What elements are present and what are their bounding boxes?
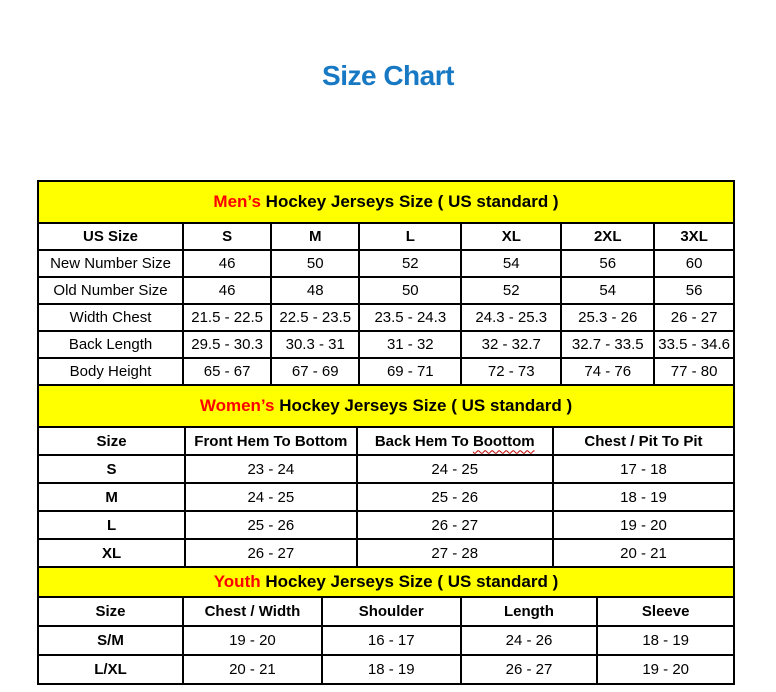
- column-header: 3XL: [655, 224, 733, 251]
- size-value-cell: 52: [360, 251, 462, 278]
- size-value-cell: 19 - 20: [184, 627, 323, 656]
- womens-heading-text: Hockey Jerseys Size ( US standard ): [274, 396, 573, 415]
- size-value-cell: 18 - 19: [323, 656, 462, 683]
- size-value-cell: 77 - 80: [655, 359, 733, 386]
- size-value-cell: 18 - 19: [554, 484, 733, 512]
- size-value-cell: 25 - 26: [186, 512, 357, 540]
- size-value-cell: 29.5 - 30.3: [184, 332, 272, 359]
- size-value-cell: 72 - 73: [462, 359, 562, 386]
- size-value-cell: 65 - 67: [184, 359, 272, 386]
- size-value-cell: 17 - 18: [554, 456, 733, 484]
- misspelled-word: Boottom: [472, 432, 535, 450]
- column-header: Chest / Width: [184, 598, 323, 627]
- column-header: S: [184, 224, 272, 251]
- size-value-cell: 25 - 26: [358, 484, 554, 512]
- womens-table-header: [39, 428, 733, 456]
- size-value-cell: 23 - 24: [186, 456, 357, 484]
- size-value-cell: 20 - 21: [554, 540, 733, 568]
- column-header: Size: [39, 428, 186, 456]
- mens-section-heading: [39, 182, 733, 224]
- size-value-cell: 69 - 71: [360, 359, 462, 386]
- size-value-cell: 33.5 - 34.6: [655, 332, 733, 359]
- size-value-cell: 54: [562, 278, 655, 305]
- size-chart-page: [0, 60, 776, 678]
- size-value-cell: 24 - 26: [462, 627, 599, 656]
- table-row: [39, 278, 733, 305]
- column-header: Length: [462, 598, 599, 627]
- table-row: [39, 251, 733, 278]
- size-value-cell: 24.3 - 25.3: [462, 305, 562, 332]
- mens-heading-text: Hockey Jerseys Size ( US standard ): [260, 192, 559, 211]
- size-value-cell: 50: [272, 251, 360, 278]
- row-label: Old Number Size: [39, 278, 184, 305]
- size-value-cell: 26 - 27: [462, 656, 599, 683]
- mens-size-table: [39, 224, 733, 386]
- size-value-cell: 50: [360, 278, 462, 305]
- size-value-cell: 18 - 19: [598, 627, 733, 656]
- row-label: M: [39, 484, 186, 512]
- size-value-cell: 19 - 20: [554, 512, 733, 540]
- row-label: S/M: [39, 627, 184, 656]
- table-row: [39, 484, 733, 512]
- column-header: Size: [39, 598, 184, 627]
- header-row: [39, 224, 733, 251]
- column-header: L: [360, 224, 462, 251]
- column-header: US Size: [39, 224, 184, 251]
- table-row: [39, 627, 733, 656]
- womens-heading-accent: Women’s: [199, 396, 275, 415]
- size-value-cell: 30.3 - 31: [272, 332, 360, 359]
- table-row: [39, 305, 733, 332]
- size-value-cell: 26 - 27: [186, 540, 357, 568]
- row-label: Width Chest: [39, 305, 184, 332]
- size-value-cell: 21.5 - 22.5: [184, 305, 272, 332]
- size-value-cell: 20 - 21: [184, 656, 323, 683]
- womens-section-heading: [39, 386, 733, 428]
- row-label: L: [39, 512, 186, 540]
- size-value-cell: 60: [655, 251, 733, 278]
- size-value-cell: 52: [462, 278, 562, 305]
- mens-heading-accent: Men’s: [213, 192, 261, 211]
- row-label: New Number Size: [39, 251, 184, 278]
- row-label: Back Length: [39, 332, 184, 359]
- column-header: Back Hem To Boottom: [358, 428, 554, 456]
- column-header: Front Hem To Bottom: [186, 428, 357, 456]
- youth-heading-text: Hockey Jerseys Size ( US standard ): [260, 572, 559, 591]
- size-value-cell: 56: [562, 251, 655, 278]
- size-value-cell: 48: [272, 278, 360, 305]
- header-row: [39, 598, 733, 627]
- table-row: [39, 456, 733, 484]
- column-header: XL: [462, 224, 562, 251]
- table-row: [39, 359, 733, 386]
- size-value-cell: 26 - 27: [655, 305, 733, 332]
- youth-section-heading: [39, 568, 733, 598]
- womens-table-body: [39, 456, 733, 568]
- table-row: [39, 656, 733, 683]
- size-value-cell: 67 - 69: [272, 359, 360, 386]
- size-value-cell: 16 - 17: [323, 627, 462, 656]
- size-value-cell: 31 - 32: [360, 332, 462, 359]
- size-value-cell: 32.7 - 33.5: [562, 332, 655, 359]
- row-label: L/XL: [39, 656, 184, 683]
- size-chart: [37, 180, 735, 685]
- size-value-cell: 46: [184, 278, 272, 305]
- size-value-cell: 32 - 32.7: [462, 332, 562, 359]
- size-value-cell: 25.3 - 26: [562, 305, 655, 332]
- size-value-cell: 24 - 25: [358, 456, 554, 484]
- column-header: M: [272, 224, 360, 251]
- womens-size-table: [39, 428, 733, 568]
- youth-heading-accent: Youth: [213, 572, 261, 591]
- size-value-cell: 24 - 25: [186, 484, 357, 512]
- table-row: [39, 332, 733, 359]
- size-value-cell: 27 - 28: [358, 540, 554, 568]
- size-value-cell: 74 - 76: [562, 359, 655, 386]
- column-header: Chest / Pit To Pit: [554, 428, 733, 456]
- column-header: 2XL: [562, 224, 655, 251]
- table-row: [39, 512, 733, 540]
- row-label: Body Height: [39, 359, 184, 386]
- youth-table-body: [39, 627, 733, 683]
- size-value-cell: 22.5 - 23.5: [272, 305, 360, 332]
- size-value-cell: 54: [462, 251, 562, 278]
- size-value-cell: 46: [184, 251, 272, 278]
- size-value-cell: 23.5 - 24.3: [360, 305, 462, 332]
- column-header: Shoulder: [323, 598, 462, 627]
- header-row: [39, 428, 733, 456]
- page-title: Size Chart: [322, 60, 454, 91]
- mens-table-body: [39, 251, 733, 386]
- size-value-cell: 56: [655, 278, 733, 305]
- size-value-cell: 19 - 20: [642, 661, 690, 678]
- size-value-cell: 26 - 27: [358, 512, 554, 540]
- row-label: XL: [39, 540, 186, 568]
- youth-table-header: [39, 598, 733, 627]
- table-row: [39, 540, 733, 568]
- mens-table-header: [39, 224, 733, 251]
- row-label: S: [39, 456, 186, 484]
- youth-size-table: [39, 598, 733, 683]
- column-header: Sleeve: [598, 598, 733, 627]
